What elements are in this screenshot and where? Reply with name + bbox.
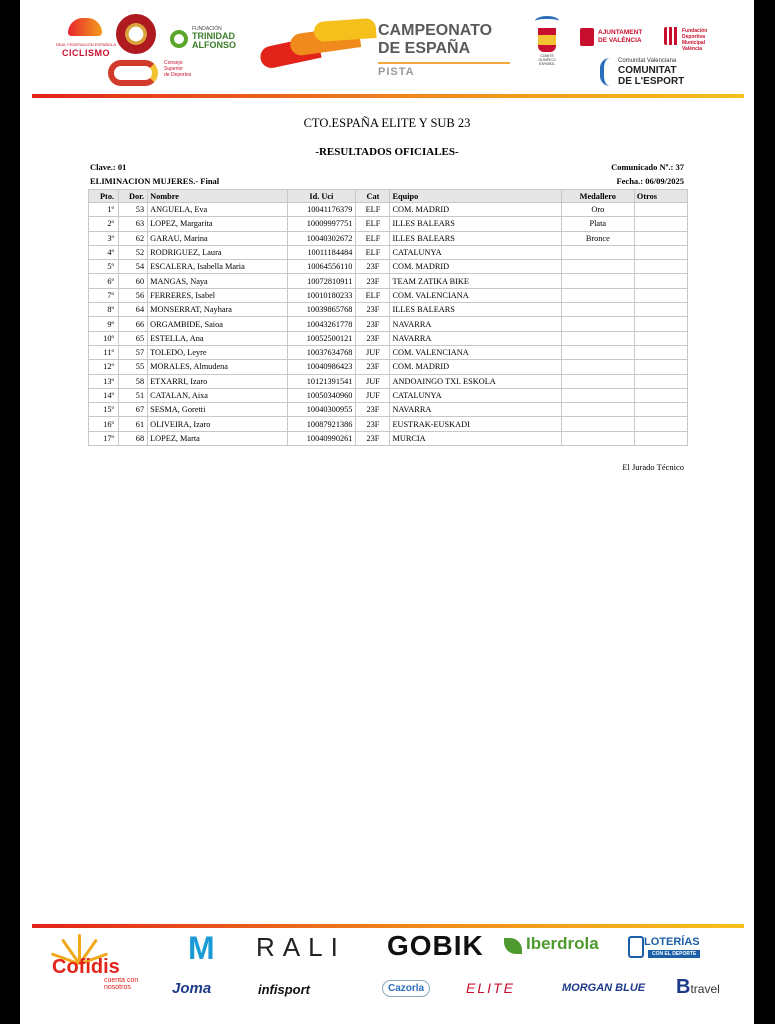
joma-logo: Joma	[172, 980, 212, 997]
cell-position: 2º	[89, 217, 119, 231]
cell-medal	[561, 274, 634, 288]
cell-category: 23F	[356, 403, 390, 417]
column-header-name: Nombre	[148, 190, 288, 203]
cell-uci-id: 10050340960	[288, 388, 356, 402]
cell-team: CATALUNYA	[390, 245, 561, 259]
cell-category: ELF	[356, 217, 390, 231]
table-row	[89, 403, 688, 417]
cell-position: 12º	[89, 360, 119, 374]
cell-uci-id: 10064556110	[288, 260, 356, 274]
table-row	[89, 288, 688, 302]
cell-bib: 64	[119, 303, 148, 317]
cell-other	[634, 217, 687, 231]
cell-medal	[561, 403, 634, 417]
cell-medal	[561, 317, 634, 331]
table-row	[89, 360, 688, 374]
btravel-text: travel	[690, 982, 720, 996]
cell-team: CATALUNYA	[390, 388, 561, 402]
cell-medal	[561, 245, 634, 259]
cell-name: MANGAS, Naya	[148, 274, 288, 288]
header-divider	[32, 94, 744, 98]
cell-other	[634, 360, 687, 374]
trinidad-name-1: TRINIDAD	[192, 31, 235, 41]
cell-bib: 52	[119, 245, 148, 259]
cell-name: RODRIGUEZ, Laura	[148, 245, 288, 259]
cazorla-logo: Cazorla	[382, 980, 430, 997]
cell-team: TEAM ZATIKA BIKE	[390, 274, 561, 288]
trinidad-name-2: ALFONSO	[192, 40, 236, 50]
cell-category: 23F	[356, 360, 390, 374]
date-label: Fecha.: 06/09/2025	[616, 176, 684, 186]
cell-bib: 58	[119, 374, 148, 388]
campeonato-pista: PISTA	[378, 66, 415, 78]
cell-bib: 51	[119, 388, 148, 402]
cell-uci-id: 10039865768	[288, 303, 356, 317]
cell-position: 13º	[89, 374, 119, 388]
cell-uci-id: 10072810911	[288, 274, 356, 288]
cell-name: LOPEZ, Marta	[148, 431, 288, 445]
table-row	[89, 417, 688, 431]
table-row	[89, 203, 688, 217]
cell-medal	[561, 431, 634, 445]
column-header-other: Otros	[634, 190, 687, 203]
header-logos	[20, 0, 754, 96]
rfec-tag: REAL FEDERACIÓN ESPAÑOLA	[55, 42, 116, 47]
cell-name: MORALES, Almudena	[148, 360, 288, 374]
ajv-line-2: DE VALÈNCIA	[598, 37, 642, 44]
cell-position: 9º	[89, 317, 119, 331]
cell-bib: 65	[119, 331, 148, 345]
table-row	[89, 374, 688, 388]
trinidad-name	[192, 32, 236, 50]
table-row	[89, 431, 688, 445]
cell-position: 6º	[89, 274, 119, 288]
fdm-line-1: Fundación	[682, 28, 708, 34]
table-row	[89, 274, 688, 288]
cell-other	[634, 403, 687, 417]
cell-team: ANDOAINGO TXI. ESKOLA	[390, 374, 561, 388]
cell-other	[634, 245, 687, 259]
cell-other	[634, 431, 687, 445]
table-row	[89, 317, 688, 331]
cell-bib: 60	[119, 274, 148, 288]
campeonato-divider	[378, 62, 510, 64]
cell-medal: Oro	[561, 203, 634, 217]
cell-team: NAVARRA	[390, 403, 561, 417]
clave-label: Clave.: 01	[90, 162, 127, 172]
cell-name: ORGAMBIDE, Saioa	[148, 317, 288, 331]
cell-name: CATALAN, Aixa	[148, 388, 288, 402]
cde-line-2: DE L'ESPORT	[618, 76, 685, 87]
cde-title	[618, 65, 684, 87]
cell-position: 17º	[89, 431, 119, 445]
csd-mark-icon	[108, 60, 158, 86]
results-document	[20, 0, 754, 1024]
cell-category: 23F	[356, 303, 390, 317]
cell-uci-id: 10121391541	[288, 374, 356, 388]
camp-line-2: DE ESPAÑA	[378, 40, 471, 57]
cell-category: 23F	[356, 431, 390, 445]
cell-category: JUF	[356, 374, 390, 388]
coe-logo	[532, 16, 562, 68]
iberdrola-logo: Iberdrola	[526, 934, 599, 953]
seal-icon	[116, 14, 156, 54]
cell-medal	[561, 260, 634, 274]
cell-uci-id: 10040986423	[288, 360, 356, 374]
flame-icon	[260, 18, 380, 74]
fdm-text	[682, 28, 707, 52]
cell-bib: 55	[119, 360, 148, 374]
cell-uci-id: 10043261778	[288, 317, 356, 331]
cell-medal	[561, 331, 634, 345]
cell-uci-id: 10087921386	[288, 417, 356, 431]
cell-name: LOPEZ, Margarita	[148, 217, 288, 231]
cell-medal: Bronce	[561, 231, 634, 245]
cell-medal	[561, 345, 634, 359]
cell-medal	[561, 360, 634, 374]
table-header-row	[89, 190, 688, 203]
footer-divider	[32, 924, 744, 928]
cell-name: ETXARRI, Izaro	[148, 374, 288, 388]
cell-team: COM. VALENCIANA	[390, 288, 561, 302]
column-header-category: Cat	[356, 190, 390, 203]
table-row	[89, 303, 688, 317]
csd-logo	[108, 58, 198, 90]
cell-other	[634, 388, 687, 402]
cell-bib: 57	[119, 345, 148, 359]
cell-team: ILLES BALEARS	[390, 231, 561, 245]
cell-position: 15º	[89, 403, 119, 417]
cell-uci-id: 10009997751	[288, 217, 356, 231]
rfec-waves-icon	[68, 18, 102, 36]
cell-position: 8º	[89, 303, 119, 317]
ajuntament-logo	[580, 26, 654, 50]
spain-shield-icon	[538, 28, 556, 52]
trinidad-alfonso-logo	[170, 24, 246, 54]
cofidis-tag-2: nosotros	[104, 984, 131, 991]
cell-team: COM. MADRID	[390, 203, 561, 217]
column-header-team: Equipo	[390, 190, 561, 203]
cell-uci-id: 10041176379	[288, 203, 356, 217]
cell-uci-id: 10040990261	[288, 431, 356, 445]
cell-name: ANGUELA, Eva	[148, 203, 288, 217]
cell-name: MONSERRAT, Nayhara	[148, 303, 288, 317]
cde-line-1: COMUNITAT	[618, 65, 677, 76]
cell-bib: 53	[119, 203, 148, 217]
cell-name: ESTELLA, Ana	[148, 331, 288, 345]
cell-other	[634, 260, 687, 274]
loterias-mark-icon	[628, 936, 644, 958]
cell-category: 23F	[356, 274, 390, 288]
cell-uci-id: 10010180233	[288, 288, 356, 302]
iberdrola-leaf-icon	[504, 938, 522, 954]
cell-bib: 56	[119, 288, 148, 302]
cell-uci-id: 10011184484	[288, 245, 356, 259]
cell-category: JUF	[356, 345, 390, 359]
cell-category: 23F	[356, 317, 390, 331]
cell-position: 4º	[89, 245, 119, 259]
cell-team: COM. VALENCIANA	[390, 345, 561, 359]
cell-bib: 63	[119, 217, 148, 231]
csd-line-3: de Deportes	[164, 72, 192, 78]
results-table	[88, 189, 688, 446]
cell-other	[634, 231, 687, 245]
rali-logo: RALI	[256, 932, 346, 962]
cofidis-tagline	[104, 977, 138, 991]
event-name: ELIMINACION MUJERES.- Final	[90, 176, 220, 186]
cell-other	[634, 203, 687, 217]
movistar-logo: M	[188, 930, 215, 966]
cde-top: Comunitat Valenciana	[618, 58, 677, 64]
cell-category: ELF	[356, 231, 390, 245]
cell-team: ILLES BALEARS	[390, 217, 561, 231]
cell-name: TOLEDO, Leyre	[148, 345, 288, 359]
olympic-rings-icon	[535, 16, 559, 26]
valencia-shield-icon	[580, 28, 594, 46]
cell-medal	[561, 374, 634, 388]
ajuntament-text	[598, 29, 642, 45]
cell-other	[634, 345, 687, 359]
cell-position: 14º	[89, 388, 119, 402]
cell-team: ILLES BALEARS	[390, 303, 561, 317]
cell-uci-id: 10040300955	[288, 403, 356, 417]
cell-other	[634, 374, 687, 388]
cell-team: COM. MADRID	[390, 260, 561, 274]
campeonato-title	[378, 22, 492, 58]
cell-category: JUF	[356, 388, 390, 402]
table-row	[89, 331, 688, 345]
cell-name: OLIVEIRA, Izaro	[148, 417, 288, 431]
cell-uci-id: 10040302672	[288, 231, 356, 245]
cell-position: 7º	[89, 288, 119, 302]
cell-category: ELF	[356, 288, 390, 302]
coe-text: COMITÉ OLÍMPICO ESPAÑOL	[538, 54, 556, 66]
table-row	[89, 388, 688, 402]
csd-line-1: Consejo	[164, 60, 183, 66]
jury-signature: El Jurado Técnico	[622, 462, 684, 472]
btravel-logo	[676, 976, 720, 999]
comunitat-esport-logo	[600, 56, 730, 90]
fdm-line-2: Deportiva	[682, 34, 706, 40]
cell-medal	[561, 303, 634, 317]
cell-bib: 67	[119, 403, 148, 417]
cell-medal: Plata	[561, 217, 634, 231]
csd-text	[164, 60, 191, 78]
gobik-logo: GOBIK	[387, 930, 484, 961]
comunicado-label: Comunicado Nº.: 37	[611, 162, 684, 172]
cell-position: 16º	[89, 417, 119, 431]
cell-bib: 61	[119, 417, 148, 431]
table-row	[89, 260, 688, 274]
infisport-logo: infisport	[258, 982, 310, 997]
cell-position: 10º	[89, 331, 119, 345]
cell-other	[634, 303, 687, 317]
cell-team: EUSTRAK-EUSKADI	[390, 417, 561, 431]
column-header-uci-id: Id. Uci	[288, 190, 356, 203]
cell-team: COM. MADRID	[390, 360, 561, 374]
cell-category: ELF	[356, 245, 390, 259]
cell-bib: 66	[119, 317, 148, 331]
cell-team: NAVARRA	[390, 331, 561, 345]
campeonato-logo	[378, 22, 528, 82]
cell-name: FERRERES, Isabel	[148, 288, 288, 302]
fdm-mark-icon	[664, 27, 678, 45]
cell-medal	[561, 288, 634, 302]
cell-category: 23F	[356, 331, 390, 345]
fdm-line-4: València	[682, 46, 703, 52]
cell-position: 3º	[89, 231, 119, 245]
table-row	[89, 231, 688, 245]
cell-bib: 62	[119, 231, 148, 245]
camp-line-1: CAMPEONATO	[378, 22, 493, 39]
trinidad-rings-icon	[170, 30, 188, 48]
fdm-logo	[664, 26, 734, 50]
cell-position: 1º	[89, 203, 119, 217]
cde-mark-icon	[600, 58, 614, 86]
cell-position: 11º	[89, 345, 119, 359]
cell-other	[634, 331, 687, 345]
btravel-b: B	[676, 976, 691, 998]
cell-name: GARAU, Marina	[148, 231, 288, 245]
rfec-logo	[50, 14, 122, 58]
rfec-name: CICLISMO	[62, 48, 110, 58]
trinidad-small: FUNDACIÓN	[192, 26, 222, 32]
cell-name: SESMA, Goretti	[148, 403, 288, 417]
cell-position: 5º	[89, 260, 119, 274]
morgan-blue-logo: MORGAN BLUE	[562, 982, 646, 994]
cell-category: 23F	[356, 417, 390, 431]
column-header-bib: Dor.	[119, 190, 148, 203]
cell-name: ESCALERA, Isabella Maria	[148, 260, 288, 274]
table-row	[89, 217, 688, 231]
column-header-medal: Medallero	[561, 190, 634, 203]
cell-team: NAVARRA	[390, 317, 561, 331]
cell-medal	[561, 388, 634, 402]
column-header-position: Pto.	[89, 190, 119, 203]
elite-logo: ELITE	[466, 980, 515, 996]
csd-line-2: Superior	[164, 66, 183, 72]
cell-bib: 68	[119, 431, 148, 445]
loterias-sub: CON EL DEPORTE	[648, 950, 700, 958]
fdm-line-3: Municipal	[682, 40, 706, 46]
loterias-logo: LOTERÍAS	[644, 936, 700, 948]
cell-team: MURCIA	[390, 431, 561, 445]
cell-medal	[561, 417, 634, 431]
cell-category: ELF	[356, 203, 390, 217]
cell-other	[634, 417, 687, 431]
cell-uci-id: 10037634768	[288, 345, 356, 359]
table-row	[89, 345, 688, 359]
cell-other	[634, 274, 687, 288]
cofidis-logo: Cofidis	[52, 956, 120, 978]
cell-uci-id: 10052500121	[288, 331, 356, 345]
page-subtitle: -RESULTADOS OFICIALES-	[315, 146, 459, 158]
cell-other	[634, 288, 687, 302]
cell-category: 23F	[356, 260, 390, 274]
page-title: CTO.ESPAÑA ELITE Y SUB 23	[303, 116, 471, 130]
cell-bib: 54	[119, 260, 148, 274]
cofidis-tag-1: cuenta con	[104, 977, 139, 984]
cell-other	[634, 317, 687, 331]
table-body	[89, 203, 688, 446]
table-row	[89, 245, 688, 259]
ajv-line-1: AJUNTAMENT	[598, 29, 643, 36]
